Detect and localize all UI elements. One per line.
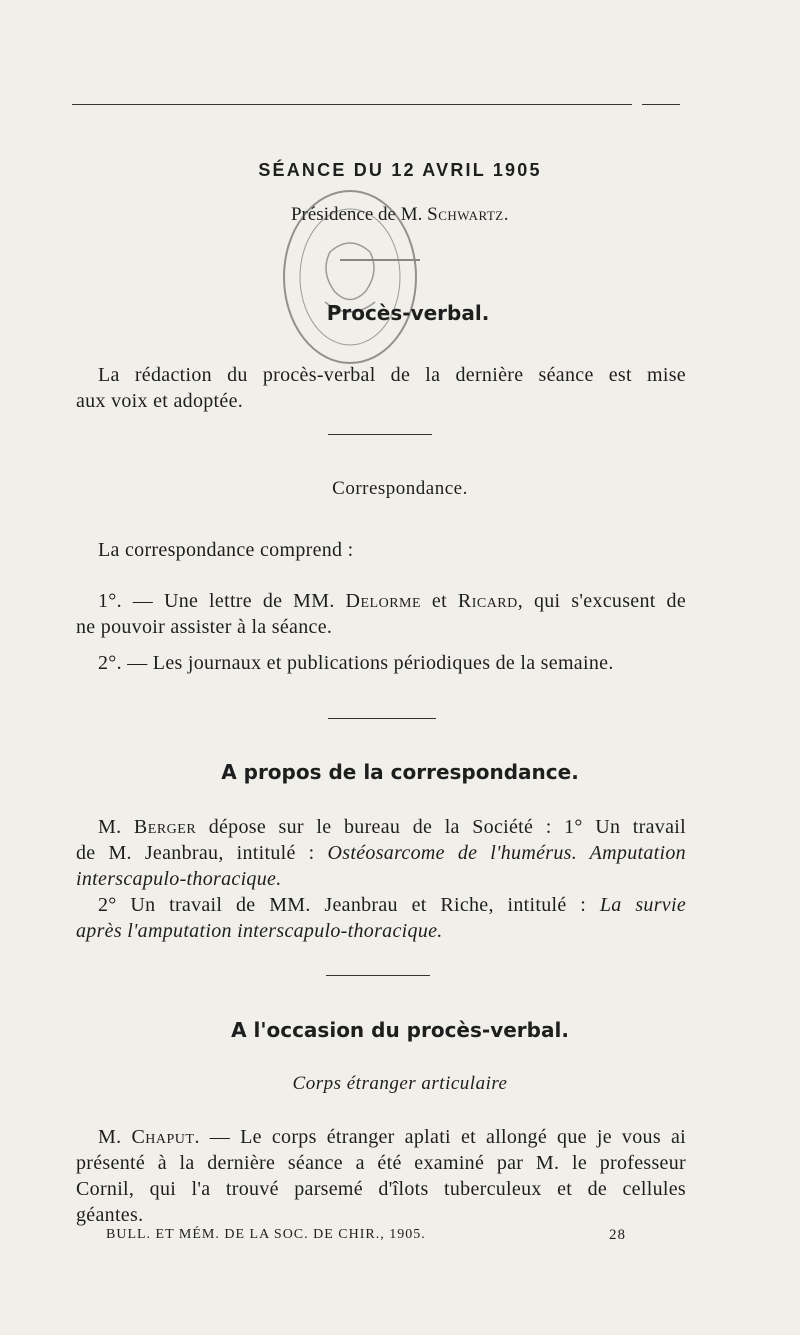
name-ricard: Ricard — [457, 590, 518, 612]
journal-reference: BULL. ET MÉM. DE LA SOC. DE CHIR., 1905. — [106, 1227, 426, 1242]
page-number: 28 — [609, 1227, 626, 1243]
paragraph-line: ne pouvoir assister à la séance. — [76, 616, 333, 638]
occasion-subtitle: Corps étranger articulaire — [292, 1073, 508, 1094]
proces-verbal-heading: Procès-verbal. — [326, 301, 490, 325]
paragraph-line: La correspondance comprend : — [98, 539, 354, 561]
section-divider — [326, 975, 430, 976]
section-divider — [328, 718, 436, 719]
paragraph-line — [76, 588, 686, 614]
presidency-prefix: Présidence de M. — [290, 204, 423, 225]
paragraph-line — [76, 1124, 686, 1150]
item-prefix: 1°. — Une lettre de MM. — [98, 590, 335, 612]
paragraph-line: Cornil, qui l'a trouvé parsemé d'îlots tuberculeux et de cellules — [76, 1178, 686, 1200]
paragraph-line — [76, 892, 686, 918]
name-berger: Berger — [133, 816, 197, 838]
occasion-heading: A l'occasion du procès-verbal. — [231, 1018, 569, 1042]
honorific: M. — [98, 816, 122, 838]
paragraph-line: aux voix et adoptée. — [76, 390, 244, 412]
top-rule-short — [642, 104, 680, 105]
page-footer — [106, 1227, 626, 1243]
paragraph-line — [76, 866, 686, 892]
occasion-paragraph — [76, 1124, 686, 1228]
line-text: 2° Un travail de MM. Jeanbrau et Riche, intitulé : — [98, 894, 587, 916]
president-name: Schwartz. — [427, 204, 509, 225]
line-text: de M. Jeanbrau, intitulé : — [76, 842, 315, 864]
article-title-italic: après l'amputation interscapulo-thoracique. — [76, 920, 443, 942]
paragraph-line: présenté à la dernière séance a été examiné par M. le professeur — [76, 1152, 686, 1174]
session-title: SÉANCE DU 12 AVRIL 1905 — [258, 160, 542, 180]
paragraph-line — [76, 840, 686, 866]
article-title-italic: interscapulo-thoracique. — [76, 868, 282, 890]
line-text: dépose sur le bureau de la Société : 1° Un travail — [208, 816, 686, 838]
correspondance-item-1 — [76, 588, 686, 640]
correspondance-intro — [76, 537, 686, 563]
paragraph-line — [76, 814, 686, 840]
paragraph-line — [76, 918, 686, 944]
section-divider — [328, 434, 432, 435]
name-chaput: Chaput — [131, 1126, 195, 1148]
correspondance-item-2 — [76, 650, 686, 676]
a-propos-paragraph — [76, 814, 686, 944]
proces-verbal-paragraph — [76, 362, 686, 414]
name-delorme: Delorme — [345, 590, 422, 612]
item-suffix: , qui s'excusent de — [517, 590, 686, 612]
a-propos-heading: A propos de la correspondance. — [221, 760, 579, 784]
library-stamp-icon — [270, 182, 430, 372]
article-title-italic: La survie — [599, 894, 686, 916]
paragraph-line: La rédaction du procès-verbal de la dernière séance est mise — [98, 364, 686, 386]
line-text: . — Le corps étranger aplati et allongé que je vous ai — [194, 1126, 686, 1148]
correspondance-heading: Correspondance. — [332, 478, 468, 499]
paragraph-line: 2°. — Les journaux et publications périodiques de la semaine. — [98, 652, 614, 674]
article-title-italic: Ostéosarcome de l'humérus. Amputation — [327, 842, 686, 864]
paragraph-line: géantes. — [76, 1204, 144, 1226]
conjunction: et — [431, 590, 447, 612]
honorific: M. — [98, 1126, 122, 1148]
top-rule — [72, 104, 632, 105]
